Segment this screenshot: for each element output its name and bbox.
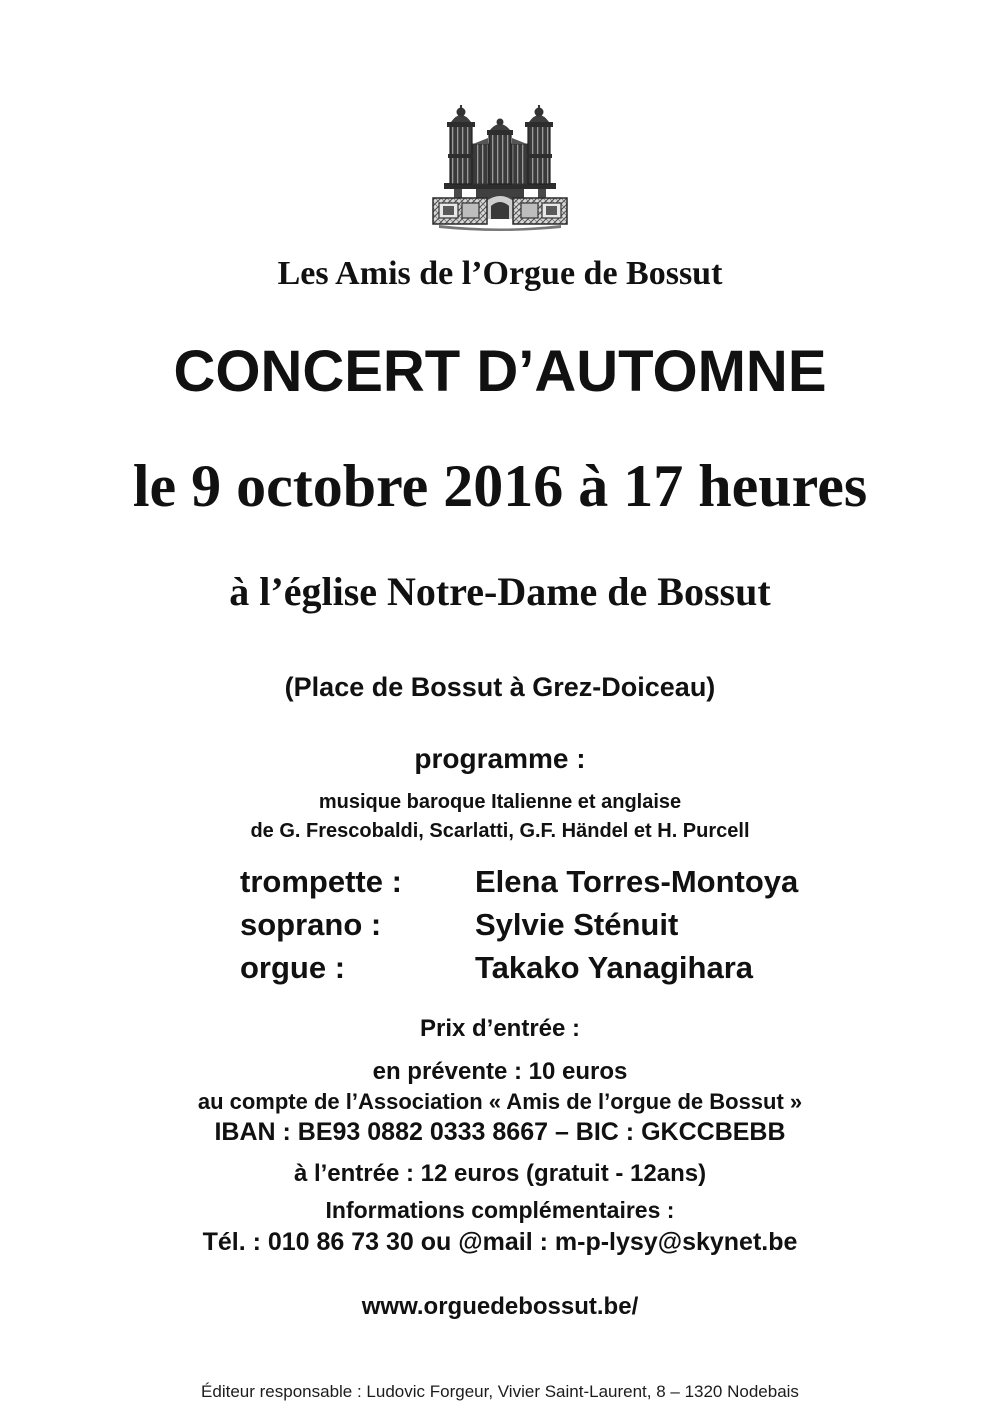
performer-name: Elena Torres-Montoya (475, 864, 799, 899)
performer-row-soprano (240, 903, 1000, 946)
programme-line-2: de G. Frescobaldi, Scarlatti, G.F. Händel et H. Purcell (250, 820, 750, 842)
performer-name: Takako Yanagihara (475, 950, 754, 985)
programme-line-1: musique baroque Italienne et anglaise (318, 791, 682, 813)
contact-phone-email: Tél. : 010 86 73 30 ou @mail : m-p-lysy@skynet.be (202, 1228, 798, 1256)
website-url: www.orguedebossut.be/ (361, 1293, 639, 1320)
performer-row-orgue (240, 946, 1000, 989)
door-price: à l’entrée : 12 euros (gratuit - 12ans) (293, 1160, 707, 1187)
programme-heading: programme : (414, 743, 586, 774)
info-heading: Informations complémentaires : (325, 1197, 675, 1223)
performer-role: orgue : (240, 950, 346, 985)
concert-title: CONCERT D’AUTOMNE (173, 339, 827, 404)
concert-date: le 9 octobre 2016 à 17 heures (132, 453, 868, 519)
price-heading: Prix d’entrée : (419, 1015, 581, 1042)
performer-role: soprano : (240, 907, 382, 942)
venue-name: à l’église Notre-Dame de Bossut (229, 569, 771, 614)
iban-bic: IBAN : BE93 0882 0333 8667 – BIC : GKCCBEBB (214, 1118, 786, 1146)
performer-name: Sylvie Sténuit (475, 907, 679, 942)
bank-account-owner: au compte de l’Association « Amis de l’orgue de Bossut » (197, 1089, 803, 1114)
association-name: Les Amis de l’Orgue de Bossut (277, 255, 723, 292)
performers-list (240, 860, 1000, 989)
presale-price: en prévente : 10 euros (372, 1058, 628, 1085)
performer-row-trompette (240, 860, 1000, 903)
organ-engraving-image (429, 102, 571, 232)
venue-address: (Place de Bossut à Grez-Doiceau) (284, 672, 716, 702)
performer-role: trompette : (240, 864, 402, 899)
publisher-footer: Éditeur responsable : Ludovic Forgeur, Vivier Saint-Laurent, 8 – 1320 Nodebais (201, 1382, 799, 1401)
